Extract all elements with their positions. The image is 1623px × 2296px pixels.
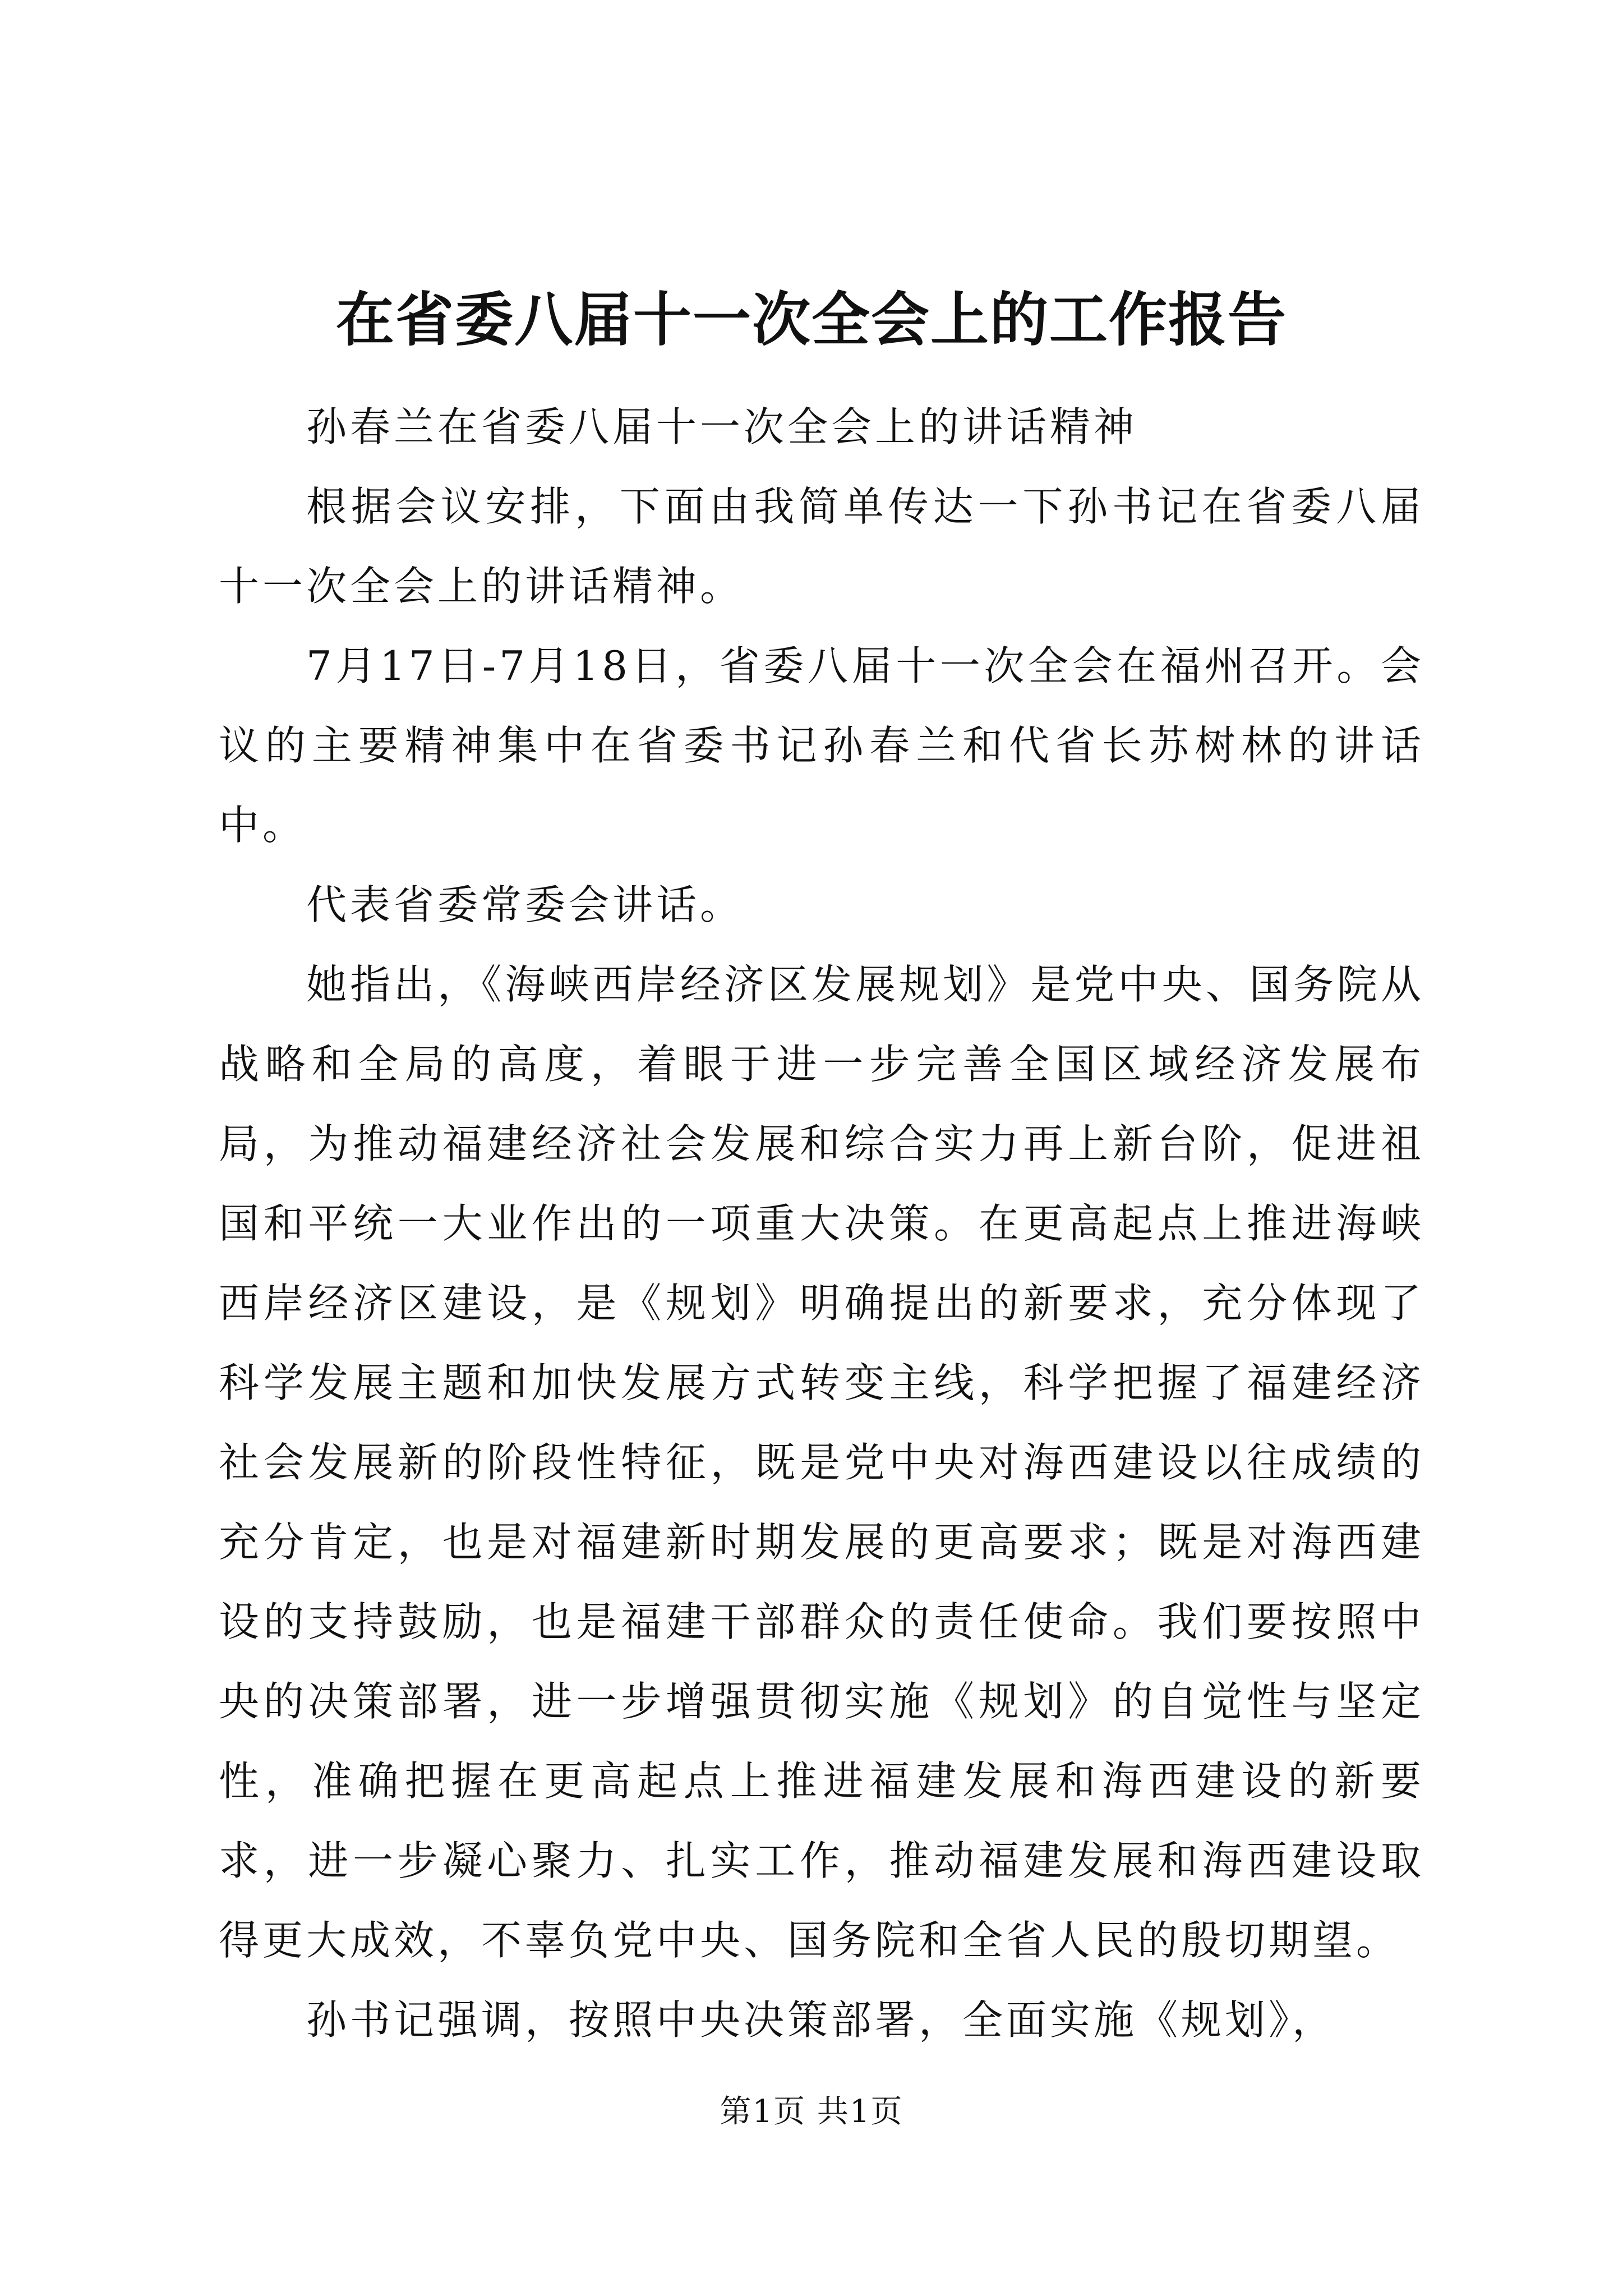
page-footer: 第1页 共1页: [720, 2093, 903, 2130]
paragraph-meeting-dates: 7月17日-7月18日，省委八届十一次全会在福州召开。会议的主要精神集中在省委书记孙春兰和代省长苏树林的讲话中。: [219, 642, 1424, 849]
paragraph-emphasis: 孙书记强调，按照中央决策部署，全面实施《规划》，: [306, 1996, 1336, 2044]
paragraph-subtitle: 孙春兰在省委八届十一次全会上的讲话精神: [306, 403, 1138, 450]
document-body: [219, 387, 1424, 2060]
paragraph-main-content: 她指出，《海峡西岸经济区发展规划》是党中央、国务院从战略和全局的高度，着眼于进一步完善全国区域经济发展布局，为推动福建经济社会发展和综合实力再上新台阶，促进祖国和平统一大业作出的一项重大决策。在更高起点上推进海峡西岸经济区建设，是《规划》明确提出的新要求，充分体现了科学发展主题和加快发展方式转变主线，科学把握了福建经济社会发展新的阶段性特征，既是党中央对海西建设以往成绩的充分肯定，也是对福建新时期发展的更高要求；既是对海西建设的支持鼓励，也是福建干部群众的责任使命。我们要按照中央的决策部署，进一步增强贯彻实施《规划》的自觉性与坚定性，准确把握在更高起点上推进福建发展和海西建设的新要求，进一步凝心聚力、扎实工作，推动福建发展和海西建设取得更大成效，不辜负党中央、国务院和全省人民的殷切期望。: [219, 961, 1424, 1964]
paragraph-speech-note: 代表省委常委会讲话。: [306, 881, 744, 928]
paragraph-intro: 根据会议安排，下面由我简单传达一下孙书记在省委八届十一次全会上的讲话精神。: [219, 483, 1424, 610]
document-title: 在省委八届十一次全会上的工作报告: [335, 285, 1287, 354]
